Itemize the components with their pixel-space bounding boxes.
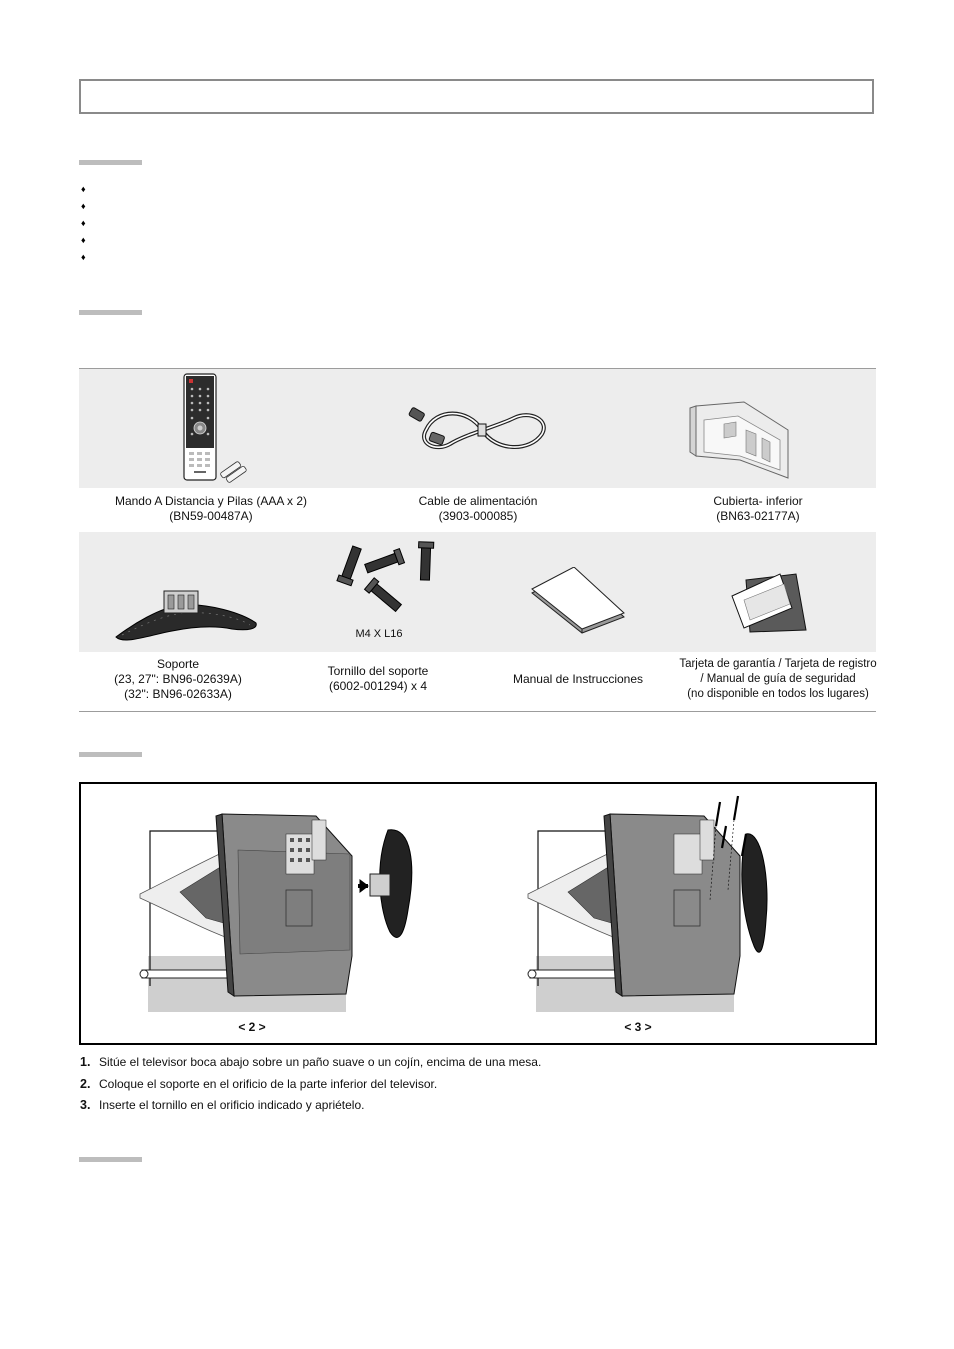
- step-1: [80, 1055, 541, 1070]
- caption-warranty-line-1: Tarjeta de garantía / Tarjeta de registro: [679, 658, 877, 670]
- caption-warranty-line-2: / Manual de guía de seguridad: [700, 673, 856, 685]
- caption-stand-screws: [293, 664, 463, 694]
- caption-remote: [95, 494, 327, 524]
- step-3: [80, 1098, 364, 1113]
- caption-remote-code: (BN59-00487A): [169, 509, 253, 523]
- caption-stand-line-1: Soporte: [156, 657, 200, 671]
- caption-cover-bottom: [642, 494, 874, 524]
- caption-stand-line-2: (23, 27": BN96-02639A): [114, 672, 242, 686]
- step-2: [80, 1077, 437, 1092]
- caption-power-cable-name: Cable de alimentación: [418, 494, 538, 508]
- caption-stand-line-3: (32": BN96-02633A): [124, 687, 232, 701]
- caption-warranty-line-3: (no disponible en todos los lugares): [687, 688, 869, 700]
- step-2-text: Coloque el soporte en el orificio de la parte inferior del televisor.: [99, 1077, 438, 1091]
- title-box: [79, 79, 874, 114]
- caption-power-cable: [362, 494, 594, 524]
- screw-size-note: M4 X L16: [355, 628, 403, 640]
- section-bar-3: [79, 752, 142, 757]
- figure-2-illustration: [136, 806, 416, 1014]
- bullet-5: ♦: [81, 252, 86, 262]
- caption-manual: [493, 672, 663, 687]
- cover-bottom-icon: [684, 400, 794, 480]
- caption-manual-line-1: Manual de Instrucciones: [512, 672, 644, 686]
- step-2-number: 2.: [80, 1077, 91, 1091]
- stand-icon: [112, 585, 260, 645]
- warranty-cards-icon: [730, 570, 808, 634]
- section-bar-2: [79, 310, 142, 315]
- accessories-bottom-line: [79, 711, 876, 712]
- bullet-2: ♦: [81, 201, 86, 211]
- screws-icon: [335, 538, 439, 620]
- figure-2-label: < 2 >: [238, 1020, 266, 1034]
- section-bar-4: [79, 1157, 142, 1162]
- caption-warranty: [670, 657, 886, 702]
- caption-remote-name: Mando A Distancia y Pilas (AAA x 2): [114, 494, 308, 508]
- power-cable-icon: [406, 404, 552, 456]
- step-3-text: Inserte el tornillo en el orificio indicado y apriételo.: [99, 1098, 365, 1112]
- figure-3-illustration: [524, 790, 788, 1014]
- caption-cover-bottom-name: Cubierta- inferior: [713, 494, 803, 508]
- caption-stand: [89, 657, 267, 702]
- step-1-text: Sitúe el televisor boca abajo sobre un paño suave o un cojín, encima de una mesa.: [99, 1055, 542, 1069]
- section-bar-1: [79, 160, 142, 165]
- bullet-1: ♦: [81, 184, 86, 194]
- step-3-number: 3.: [80, 1098, 91, 1112]
- bullet-3: ♦: [81, 218, 86, 228]
- figure-3-label: < 3 >: [624, 1020, 652, 1034]
- caption-cover-bottom-code: (BN63-02177A): [716, 509, 800, 523]
- caption-power-cable-code: (3903-000085): [438, 509, 518, 523]
- step-1-number: 1.: [80, 1055, 91, 1069]
- caption-stand-screws-line-2: (6002-001294) x 4: [328, 679, 428, 693]
- remote-control-icon: [180, 372, 250, 484]
- manual-icon: [528, 567, 628, 635]
- bullet-4: ♦: [81, 235, 86, 245]
- caption-stand-screws-line-1: Tornillo del soporte: [327, 664, 429, 678]
